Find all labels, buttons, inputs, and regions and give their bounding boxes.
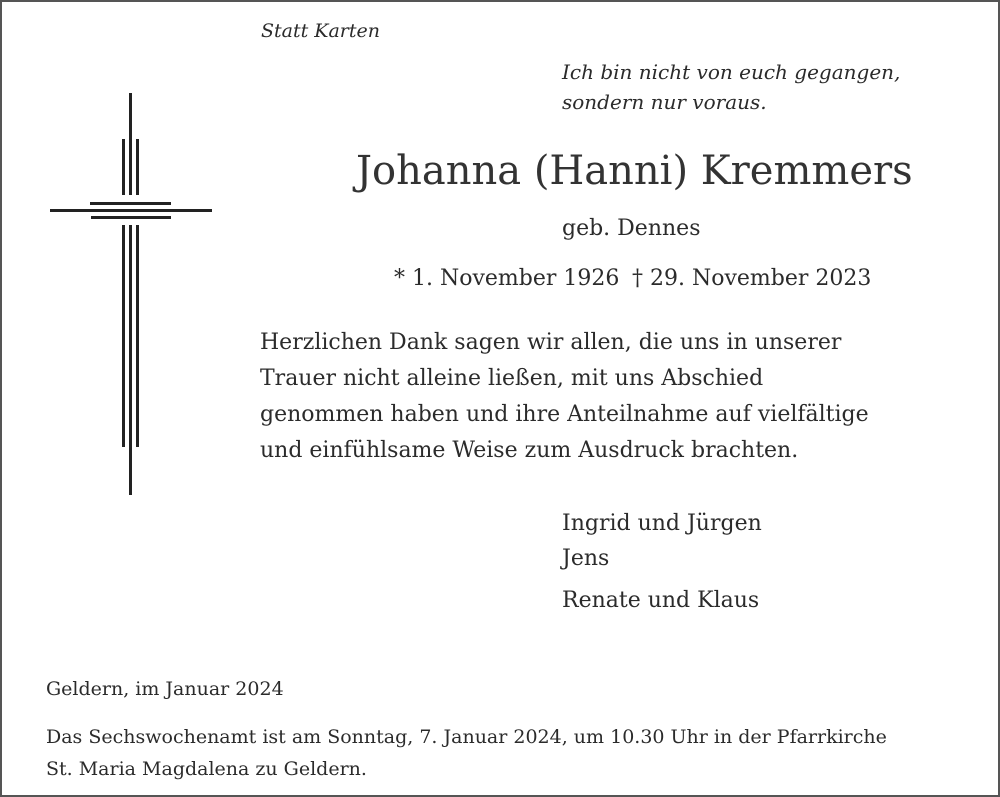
signer: Jens: [562, 546, 610, 571]
birth-name: geb. Dennes: [562, 216, 701, 241]
signer: Renate und Klaus: [562, 588, 760, 613]
death-date: † 29. November 2023: [632, 266, 872, 291]
quote-line-1: Ich bin nicht von euch gegangen,: [562, 60, 901, 84]
notice-line: Das Sechswochenamt ist am Sonntag, 7. Januar 2024, um 10.30 Uhr in der Pfarrkirche: [46, 726, 887, 748]
thanks-line: Trauer nicht alleine ließen, mit uns Abschied: [260, 366, 764, 391]
thanks-line: genommen haben und ihre Anteilnahme auf vielfältige: [260, 402, 869, 427]
thanks-line: und einfühlsame Weise zum Ausdruck brachten.: [260, 438, 799, 463]
deceased-name: Johanna (Hanni) Kremmers: [356, 148, 913, 194]
notice-line: St. Maria Magdalena zu Geldern.: [46, 758, 367, 780]
signer: Ingrid und Jürgen: [562, 511, 762, 536]
quote-line-2: sondern nur voraus.: [562, 90, 767, 114]
statt-karten: Statt Karten: [261, 20, 381, 42]
birth-date: * 1. November 1926: [394, 266, 620, 291]
place-date: Geldern, im Januar 2024: [46, 678, 284, 700]
thanks-line: Herzlichen Dank sagen wir allen, die uns in unserer: [260, 330, 842, 355]
